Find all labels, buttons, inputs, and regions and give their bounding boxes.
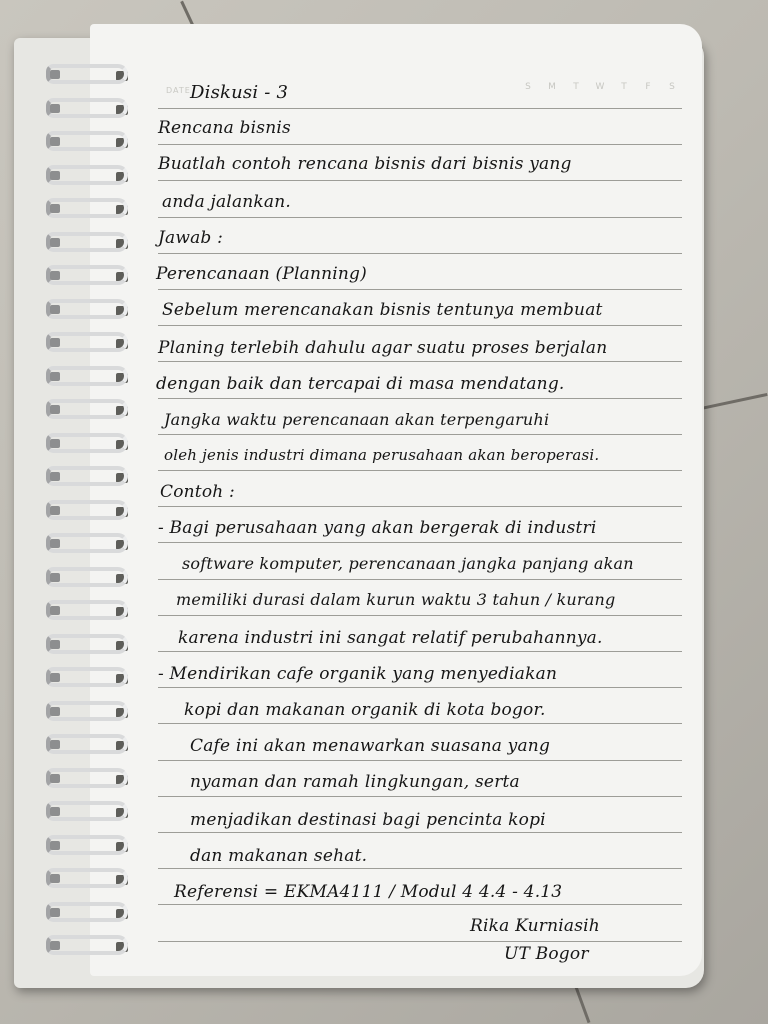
spiral-ring [42,366,138,390]
spiral-ring [42,600,138,624]
spiral-ring [42,466,138,490]
spiral-ring [42,198,138,222]
handwritten-line: Contoh : [160,482,235,502]
ruled-line [158,687,682,688]
handwritten-line: - Mendirikan cafe organik yang menyediakan [158,664,558,684]
handwritten-line: menjadikan destinasi bagi pencinta kopi [190,810,546,830]
handwritten-line: dan makanan sehat. [190,846,368,866]
handwritten-line: software komputer, perencanaan jangka panjang akan [182,554,634,573]
handwritten-line: dengan baik dan tercapai di masa mendatang. [156,374,565,394]
handwritten-line: Planing terlebih dahulu agar suatu proses berjalan [158,338,608,358]
weekday: F [645,82,651,92]
weekday: S [525,82,531,92]
ruled-line [158,723,682,724]
spiral-ring [42,232,138,256]
spiral-ring [42,667,138,691]
handwritten-line: Referensi = EKMA4111 / Modul 4 4.4 - 4.13 [174,882,563,902]
handwritten-line: Jawab : [158,228,224,248]
ruled-line [158,289,682,290]
ruled-line [158,760,682,761]
spiral-ring [42,935,138,959]
ruled-line [158,108,682,109]
spiral-ring [42,701,138,725]
ruled-line [158,144,682,145]
spiral-ring [42,567,138,591]
spiral-ring [42,433,138,457]
ruled-line [158,361,682,362]
handwritten-line: Sebelum merencanakan bisnis tentunya membuat [162,300,603,320]
handwritten-line: Rencana bisnis [158,118,291,138]
ruled-line [158,253,682,254]
spiral-ring [42,801,138,825]
spiral-ring [42,533,138,557]
spiral-ring [42,299,138,323]
weekday: M [548,82,556,92]
handwritten-signature-name: Rika Kurniasih [470,916,600,936]
handwritten-line: - Bagi perusahaan yang akan bergerak di industri [158,518,597,538]
handwritten-line: kopi dan makanan organik di kota bogor. [184,700,546,720]
ruled-line [158,579,682,580]
spiral-ring [42,500,138,524]
spiral-ring [42,332,138,356]
handwritten-line: Cafe ini akan menawarkan suasana yang [190,736,551,756]
spiral-ring [42,868,138,892]
spiral-ring [42,634,138,658]
ruled-line [158,832,682,833]
ruled-line [158,325,682,326]
weekday: W [595,82,605,92]
ruled-line [158,506,682,507]
spiral-ring [42,835,138,859]
ruled-line [158,615,682,616]
spiral-ring [42,265,138,289]
ruled-line [158,180,682,181]
handwritten-line: memiliki durasi dalam kurun waktu 3 tahun / kurang [176,590,616,609]
handwritten-line: anda jalankan. [162,192,292,212]
ruled-line [158,434,682,435]
spiral-ring [42,399,138,423]
spiral-ring [42,768,138,792]
ruled-line [158,651,682,652]
spiral-ring [42,902,138,926]
date-label: DATE [166,86,191,95]
ruled-line [158,868,682,869]
ruled-line [158,217,682,218]
ruled-line [158,941,682,942]
handwritten-line-title: Diskusi - 3 [190,82,289,103]
ruled-line [158,470,682,471]
handwritten-line: Perencanaan (Planning) [156,264,367,284]
ruled-line [158,796,682,797]
spiral-notebook [14,24,704,979]
ruled-line [158,904,682,905]
spiral-ring [42,734,138,758]
weekday-header [522,82,678,92]
handwritten-line: Buatlah contoh rencana bisnis dari bisnis yang [158,154,572,174]
weekday: T [573,82,579,92]
ruled-line [158,542,682,543]
spiral-ring [42,64,138,88]
spiral-ring [42,98,138,122]
handwritten-signature-place: UT Bogor [504,944,589,964]
spiral-ring [42,165,138,189]
handwritten-line: nyaman dan ramah lingkungan, serta [190,772,520,792]
handwritten-line: Jangka waktu perencanaan akan terpengaruhi [164,410,550,429]
handwritten-line: oleh jenis industri dimana perusahaan akan beroperasi. [164,446,600,464]
ruled-line [158,398,682,399]
weekday: T [621,82,627,92]
spiral-ring [42,131,138,155]
weekday: S [669,82,675,92]
handwritten-line: karena industri ini sangat relatif perubahannya. [178,628,603,648]
